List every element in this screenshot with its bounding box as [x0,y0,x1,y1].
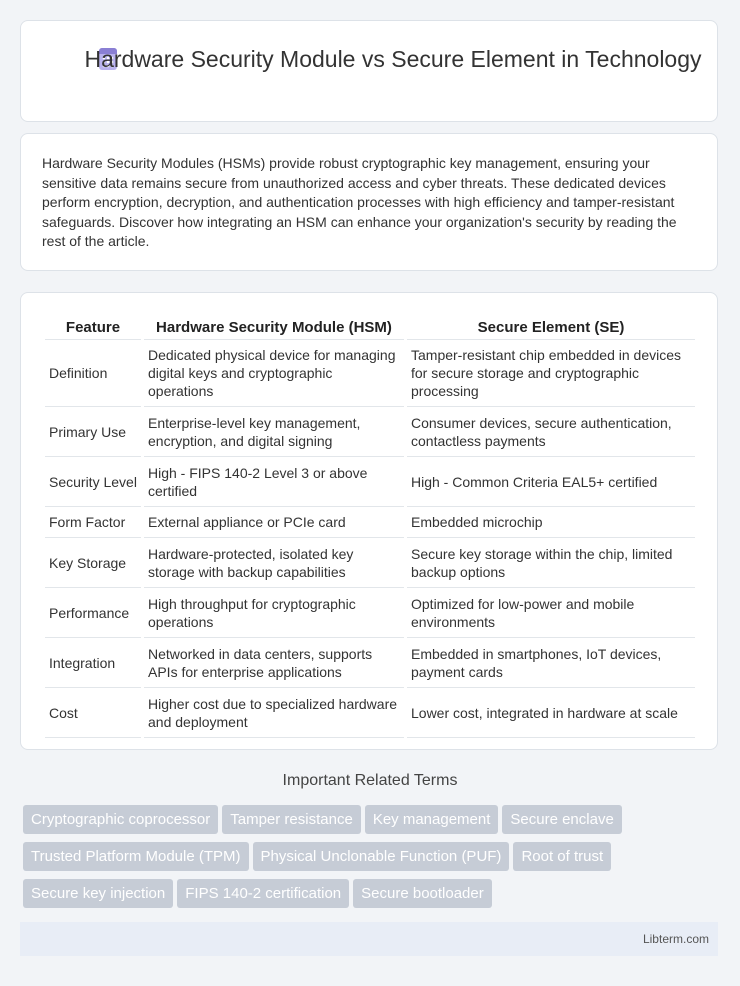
cell-se: Tamper-resistant chip embedded in devices for secure storage and cryptographic processing [407,340,695,407]
related-term-tag[interactable]: Key management [365,805,499,834]
table-row [45,340,695,407]
footer-site-link[interactable]: Libterm.com [642,932,709,946]
cell-hsm: External appliance or PCIe card [144,507,404,538]
cell-feature: Key Storage [45,538,141,588]
related-term-tag[interactable]: Tamper resistance [222,805,361,834]
intro-card [20,133,718,271]
table-row [45,638,695,688]
table-row [45,538,695,588]
related-term-tag[interactable]: Secure bootloader [353,879,492,908]
title-card [20,20,718,122]
cell-feature: Primary Use [45,407,141,457]
cell-hsm: High throughput for cryptographic operations [144,588,404,638]
footer [20,922,718,956]
related-term-tag[interactable]: FIPS 140-2 certification [177,879,349,908]
cell-feature: Definition [45,340,141,407]
cell-se: Embedded in smartphones, IoT devices, payment cards [407,638,695,688]
cell-se: Optimized for low-power and mobile environments [407,588,695,638]
comparison-table [42,315,698,738]
cell-feature: Integration [45,638,141,688]
cell-hsm: Hardware-protected, isolated key storage with backup capabilities [144,538,404,588]
cell-hsm: High - FIPS 140-2 Level 3 or above certified [144,457,404,507]
cell-feature: Form Factor [45,507,141,538]
cell-hsm: Networked in data centers, supports APIs for enterprise applications [144,638,404,688]
header-se: Secure Element (SE) [407,315,695,340]
header-feature: Feature [45,315,141,340]
cell-se: Embedded microchip [407,507,695,538]
table-row [45,457,695,507]
cell-hsm: Dedicated physical device for managing digital keys and cryptographic operations [144,340,404,407]
cell-se: Consumer devices, secure authentication, contactless payments [407,407,695,457]
cell-hsm: Enterprise-level key management, encryption, and digital signing [144,407,404,457]
cell-feature: Security Level [45,457,141,507]
related-term-tag[interactable]: Secure enclave [502,805,621,834]
cell-feature: Performance [45,588,141,638]
header-hsm: Hardware Security Module (HSM) [144,315,404,340]
related-term-tag[interactable]: Root of trust [513,842,611,871]
related-term-tag[interactable]: Secure key injection [23,879,173,908]
table-row [45,407,695,457]
cell-se: Secure key storage within the chip, limited backup options [407,538,695,588]
cell-se: High - Common Criteria EAL5+ certified [407,457,695,507]
table-row [45,507,695,538]
page-title-text: Hardware Security Module vs Secure Element in Technology [84,46,702,72]
cell-feature: Cost [45,688,141,738]
related-term-tag[interactable]: Physical Unclonable Function (PUF) [253,842,510,871]
intro-paragraph: Hardware Security Modules (HSMs) provide robust cryptographic key management, ensuring your sensitive data remains secure from unauthorized access and cyber threats. These dedicated devices perform encryption, decryption, and authentication processes with high efficiency and tamper-resistant safeguards. Discover how integrating an HSM can enhance your organization's security by reading the rest of the article. [42,155,677,249]
comparison-table-card [20,292,718,750]
cell-hsm: Higher cost due to specialized hardware and deployment [144,688,404,738]
table-row [45,588,695,638]
table-header-row [45,315,695,340]
related-terms-title: Important Related Terms [282,772,458,789]
related-term-tag[interactable]: Trusted Platform Module (TPM) [23,842,249,871]
related-term-tag[interactable]: Cryptographic coprocessor [23,805,218,834]
cell-se: Lower cost, integrated in hardware at scale [407,688,695,738]
related-terms-list [23,805,723,916]
table-row [45,688,695,738]
page-title [21,45,717,74]
